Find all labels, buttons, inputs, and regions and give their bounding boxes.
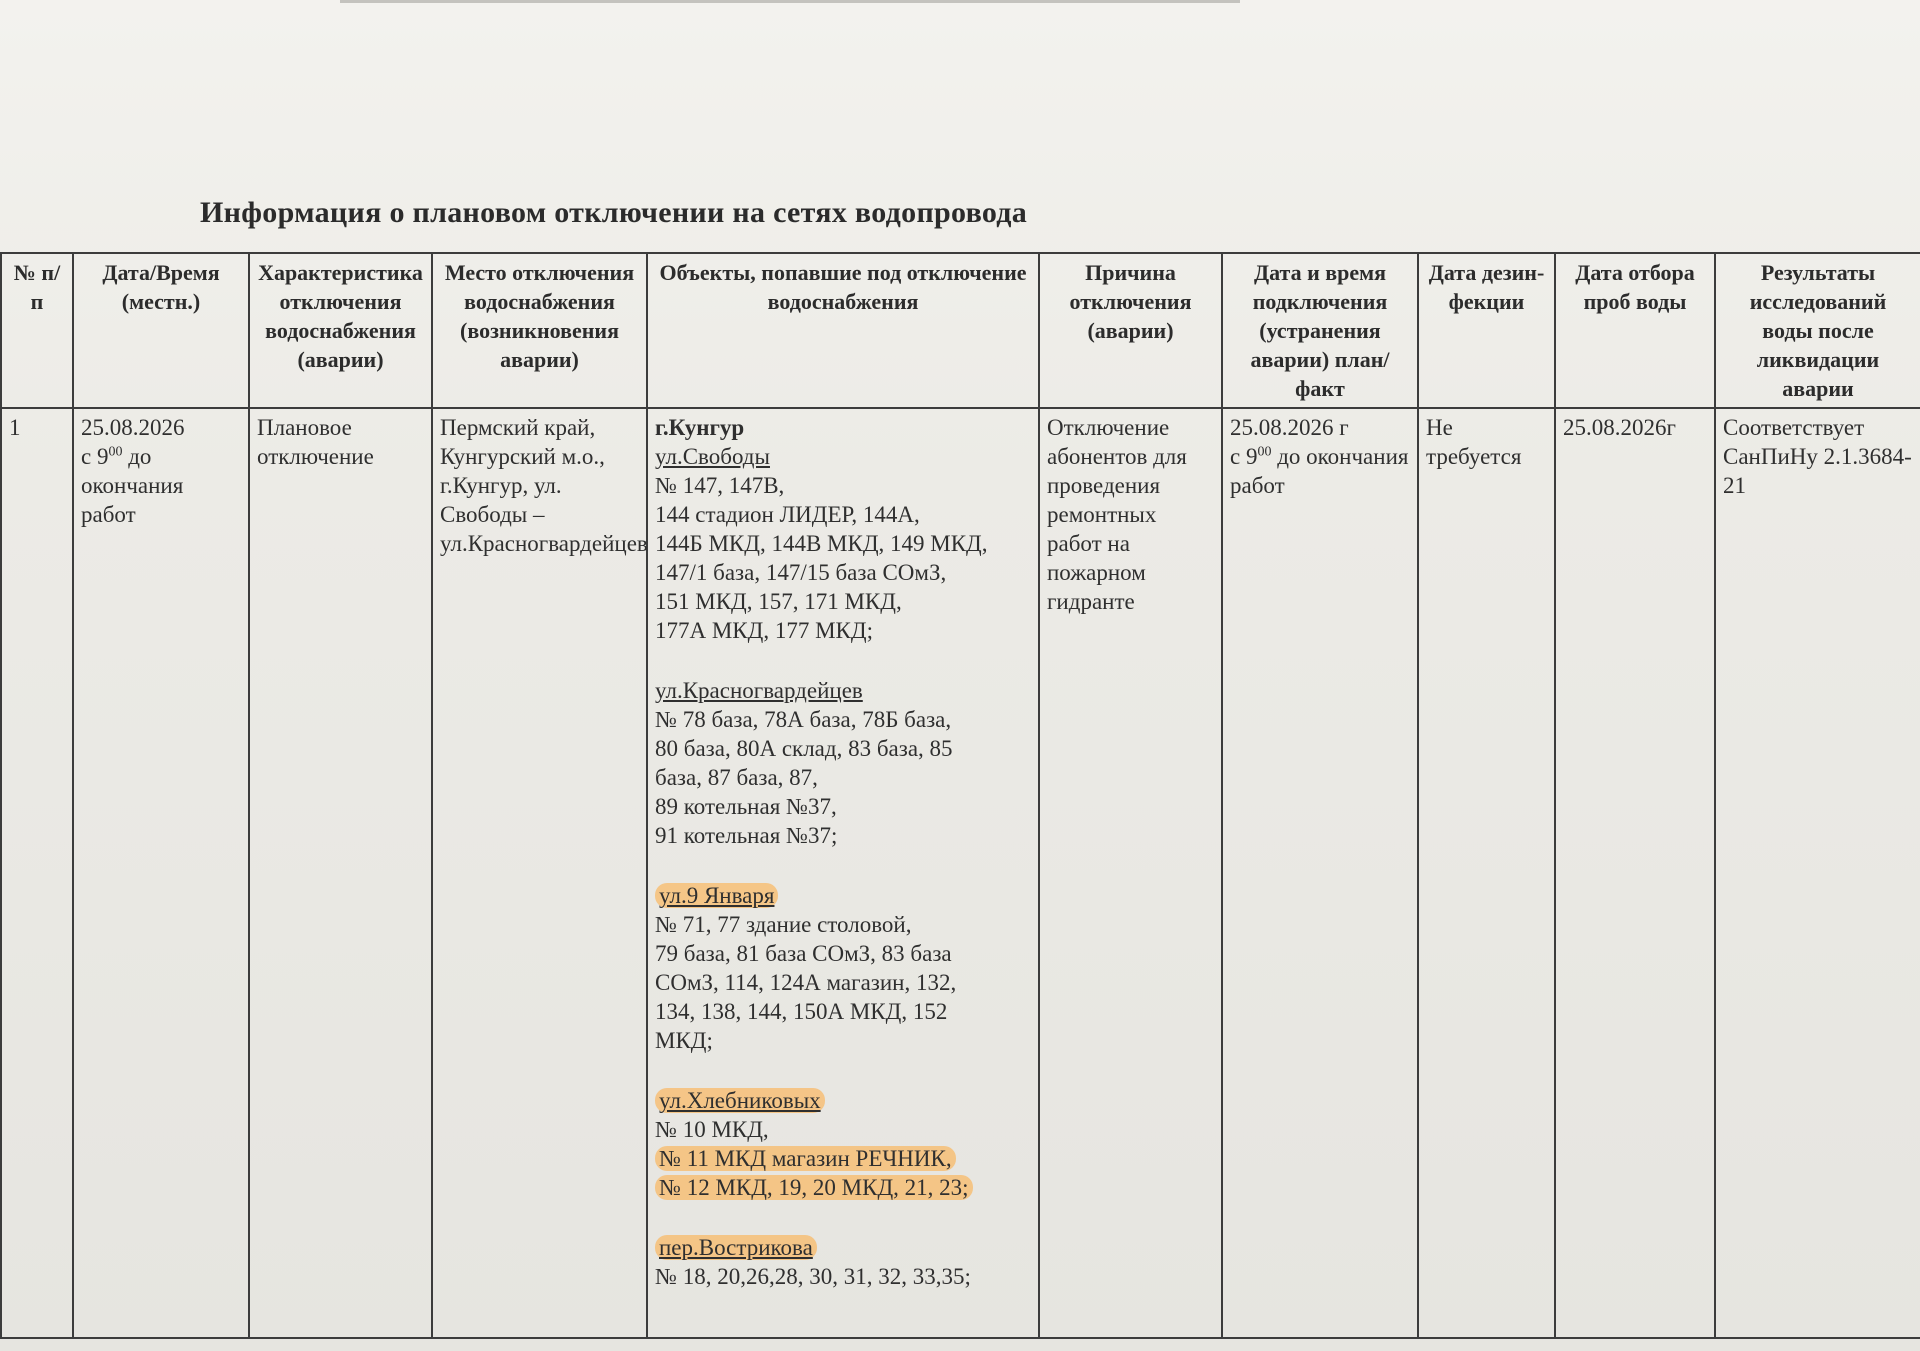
street-highlight: пер.Вострикова <box>655 1235 817 1260</box>
cell-disinfection: Не требуется <box>1418 408 1555 1338</box>
street-name <box>655 1086 1031 1115</box>
street-highlight: ул.9 Января <box>655 883 778 908</box>
address-line: 80 база, 80А склад, 83 база, 85 <box>655 736 953 761</box>
header-disinfection: Дата дезин-фекции <box>1418 253 1555 408</box>
cell-sampling: 25.08.2026г <box>1555 408 1715 1338</box>
address-highlight: № 12 МКД, 19, 20 МКД, 21, 23; <box>655 1175 973 1200</box>
address-line: № 147, 147В, <box>655 473 785 498</box>
datetime-date: 25.08.2026 <box>81 415 185 440</box>
header-characteristic: Характеристика отключения водоснабжения (аварии) <box>249 253 432 408</box>
cell-number: 1 <box>1 408 73 1338</box>
header-reconnect: Дата и время подключения (устранения аварии) план/факт <box>1222 253 1418 408</box>
address-line: СОмЗ, 114, 124А магазин, 132, <box>655 970 957 995</box>
cell-reconnect <box>1222 408 1418 1338</box>
street-block <box>655 1086 1031 1202</box>
street-name: ул.Свободы <box>655 444 770 469</box>
address-line: 147/1 база, 147/15 база СОмЗ, <box>655 560 947 585</box>
address-line: 144 стадион ЛИДЕР, 144А, <box>655 502 920 527</box>
address-line: 151 МКД, 157, 171 МКД, <box>655 589 902 614</box>
header-number: № п/п <box>1 253 73 408</box>
street-block <box>655 881 1031 1055</box>
street-name <box>655 1233 1031 1262</box>
address-line: № 10 МКД, <box>655 1117 769 1142</box>
table-row <box>1 408 1920 1338</box>
street-name: ул.Красногвардейцев <box>655 678 863 703</box>
address-line: МКД; <box>655 1028 713 1053</box>
address-line: № 78 база, 78А база, 78Б база, <box>655 707 952 732</box>
header-results: Результаты исследований воды после ликвидации аварии <box>1715 253 1920 408</box>
previous-page-edge <box>340 0 1240 9</box>
address-line: база, 87 база, 87, <box>655 765 818 790</box>
reconnect-from: с $9^{00}$ до окончания работ <box>1230 444 1409 498</box>
reconnect-date: 25.08.2026 г <box>1230 415 1349 440</box>
header-place: Место отключения водоснабжения (возникновения аварии) <box>432 253 647 408</box>
header-objects: Объекты, попавшие под отключение водоснабжения <box>647 253 1039 408</box>
page-title: Информация о плановом отключении на сетях водопровода <box>200 196 1028 229</box>
address-line: № 18, 20,26,28, 30, 31, 32, 33,35; <box>655 1264 971 1289</box>
address-line: 91 котельная №37; <box>655 823 838 848</box>
cell-characteristic: Плановое отключение <box>249 408 432 1338</box>
address-line: 79 база, 81 база СОмЗ, 83 база <box>655 941 952 966</box>
cell-datetime <box>73 408 249 1338</box>
address-line <box>655 1173 1031 1202</box>
objects-city: г.Кунгур <box>655 415 745 440</box>
cell-results: Соответствует СанПиНу 2.1.3684-21 <box>1715 408 1920 1338</box>
datetime-from: с $9^{00}$ до окончания работ <box>81 444 184 527</box>
header-datetime: Дата/Время (местн.) <box>73 253 249 408</box>
street-block <box>655 676 1031 850</box>
street-block <box>655 442 1031 645</box>
street-block <box>655 1233 1031 1291</box>
street-highlight: ул.Хлебниковых <box>655 1088 825 1113</box>
table-header-row <box>1 253 1920 408</box>
address-line <box>655 1144 1031 1173</box>
address-line: № 71, 77 здание столовой, <box>655 912 912 937</box>
outage-table <box>0 252 1920 1339</box>
cell-objects <box>647 408 1039 1338</box>
address-line: 89 котельная №37, <box>655 794 837 819</box>
cell-reason: Отключение абонентов для проведения ремонтных работ на пожарном гидранте <box>1039 408 1222 1338</box>
header-sampling: Дата отбора проб воды <box>1555 253 1715 408</box>
address-line: 134, 138, 144, 150А МКД, 152 <box>655 999 948 1024</box>
header-reason: Причина отключения (аварии) <box>1039 253 1222 408</box>
cell-place: Пермский край, Кунгурский м.о., г.Кунгур, ул. Свободы – ул.Красногвардейцев <box>432 408 647 1338</box>
street-name <box>655 881 1031 910</box>
address-line: 144Б МКД, 144В МКД, 149 МКД, <box>655 531 988 556</box>
address-line: 177А МКД, 177 МКД; <box>655 618 873 643</box>
address-highlight: № 11 МКД магазин РЕЧНИК, <box>655 1146 956 1171</box>
